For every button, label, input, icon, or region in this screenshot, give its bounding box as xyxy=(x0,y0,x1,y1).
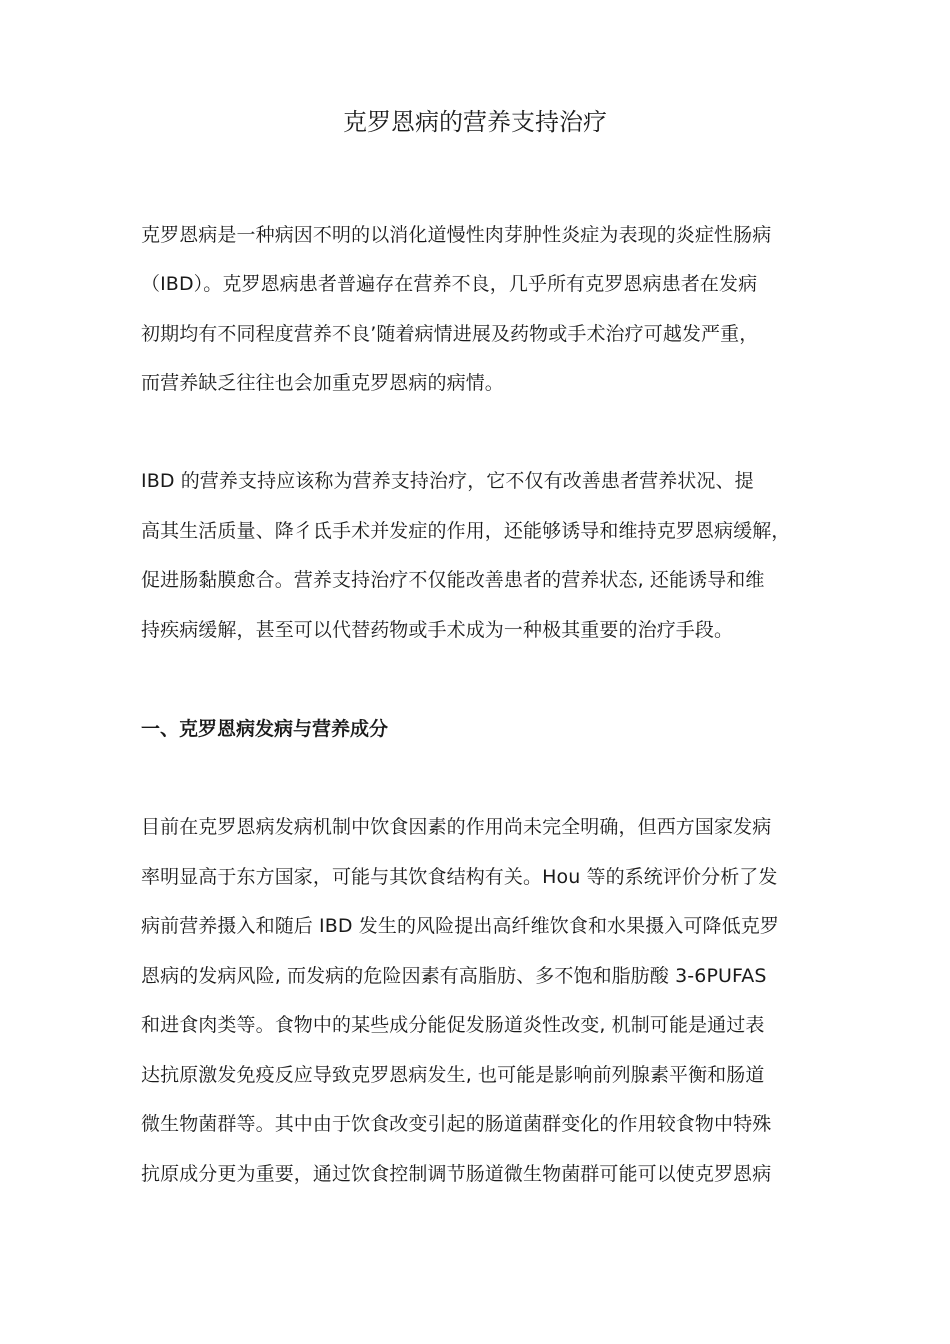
paragraph-2-line-1: IBD 的营养支持应该称为营养支持治疗，它不仅有改善患者营养状况、提 xyxy=(141,470,754,492)
paragraph-1-line-3: 初期均有不同程度营养不良’随着病情进展及药物或手术治疗可越发严重， xyxy=(141,323,759,345)
paragraph-1-line-4: 而营养缺乏往往也会加重克罗恩病的病情。 xyxy=(141,372,504,394)
paragraph-3-line-3: 病前营养摄入和随后 IBD 发生的风险提出高纤维饮食和水果摄入可降低克罗 xyxy=(141,915,779,937)
paragraph-1-line-2: （IBD）。克罗恩病患者普遍存在营养不良，几乎所有克罗恩病患者在发病 xyxy=(141,273,758,295)
paragraph-2-line-3: 促进肠黏膜愈合。营养支持治疗不仅能改善患者的营养状态, 还能诱导和维 xyxy=(141,569,765,591)
section-1-heading: 一、克罗恩病发病与营养成分 xyxy=(141,718,389,740)
paragraph-3-line-6: 达抗原激发免疫反应导致克罗恩病发生, 也可能是影响前列腺素平衡和肠道 xyxy=(141,1064,765,1086)
paragraph-3-line-2: 率明显高于东方国家，可能与其饮食结构有关。Hou 等的系统评价分析了发 xyxy=(141,866,778,888)
paragraph-2-line-2: 高其生活质量、降彳氐手术并发症的作用，还能够诱导和维持克罗恩病缓解， xyxy=(141,520,791,542)
paragraph-3-line-4: 恩病的发病风险, 而发病的危险因素有高脂肪、多不饱和脂肪酸 3-6PUFAS xyxy=(141,965,767,987)
paragraph-3-line-8: 抗原成分更为重要，通过饮食控制调节肠道微生物菌群可能可以使克罗恩病 xyxy=(141,1163,772,1185)
paragraph-3-line-1: 目前在克罗恩病发病机制中饮食因素的作用尚未完全明确，但西方国家发病 xyxy=(141,816,772,838)
paragraph-1-line-1: 克罗恩病是一种病因不明的以消化道慢性肉芽肿性炎症为表现的炎症性肠病 xyxy=(141,224,772,246)
paragraph-2-line-4: 持疾病缓解，甚至可以代替药物或手术成为一种极其重要的治疗手段。 xyxy=(141,619,734,641)
paragraph-3-line-7: 微生物菌群等。其中由于饮食改变引起的肠道菌群变化的作用较食物中特殊 xyxy=(141,1113,772,1135)
paragraph-3-line-5: 和进食肉类等。食物中的某些成分能促发肠道炎性改变, 机制可能是通过表 xyxy=(141,1014,765,1036)
document-title: 克罗恩病的营养支持治疗 xyxy=(343,108,607,136)
